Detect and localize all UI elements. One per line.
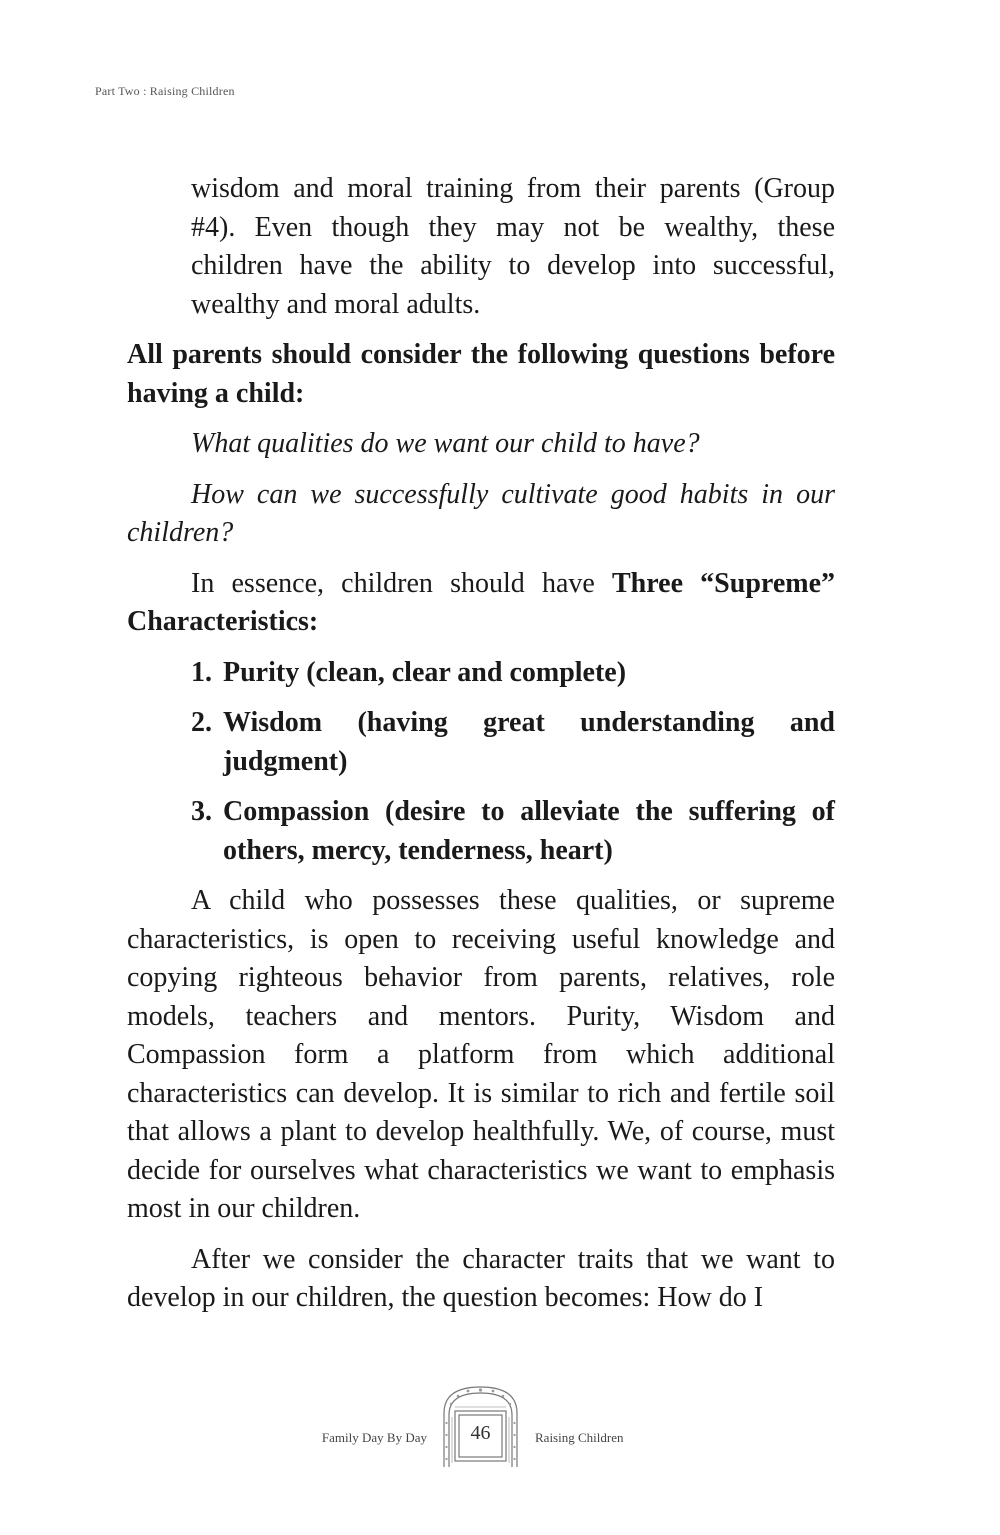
page-body [127,170,835,1318]
characteristics-intro-bold: Three “Supreme” Characteristics: [127,567,836,637]
question-2: How can we successfully cultivate good habits in our children? [127,478,835,548]
list-item-text: Purity (clean, clear and complete) [223,656,627,688]
paragraph-closing: After we consider the character traits that we want to develop in our children, the question becomes: How do I [127,1243,835,1313]
list-item [127,704,835,781]
list-item [127,654,835,693]
page-number: 46 [470,1422,491,1444]
list-item-number: 1. [191,656,212,688]
list-item-text: Compassion (desire to alleviate the suffering of others, mercy, tenderness, heart) [223,796,835,866]
footer-section: Raising Children [535,1430,624,1445]
footer-book-title: Family Day By Day [321,1430,427,1445]
list-item-text: Wisdom (having great understanding and judgment) [223,707,835,777]
list-item [127,793,835,870]
questions-intro: All parents should consider the following questions before having a child: [127,339,835,409]
paragraph-continued: wisdom and moral training from their parents (Group #4). Even though they may not be wealthy, these children have the ability to develop into successful, wealthy and moral adults. [191,173,835,320]
page-footer [0,1380,1000,1470]
question-1: What qualities do we want our child to have? [191,428,700,459]
running-head: Part Two : Raising Children [95,84,235,98]
characteristics-list [127,654,835,871]
paragraph-supreme-characteristics: A child who possesses these qualities, or supreme characteristics, is open to receiving useful knowledge and copying righteous behavior from parents, relatives, role models, teachers and mentors. Purity, Wisdom and Compassion form a platform from which additional characteristics can develop. It is similar to rich and fertile soil that allows a plant to develop healthfully. We, of course, must decide for ourselves what characteristics we want to emphasis most in our children. [127,885,835,1224]
characteristics-intro [127,565,835,642]
list-item-number: 2. [191,707,212,738]
list-item-number: 3. [191,796,212,827]
characteristics-intro-lead: In essence, children should have [191,567,612,599]
